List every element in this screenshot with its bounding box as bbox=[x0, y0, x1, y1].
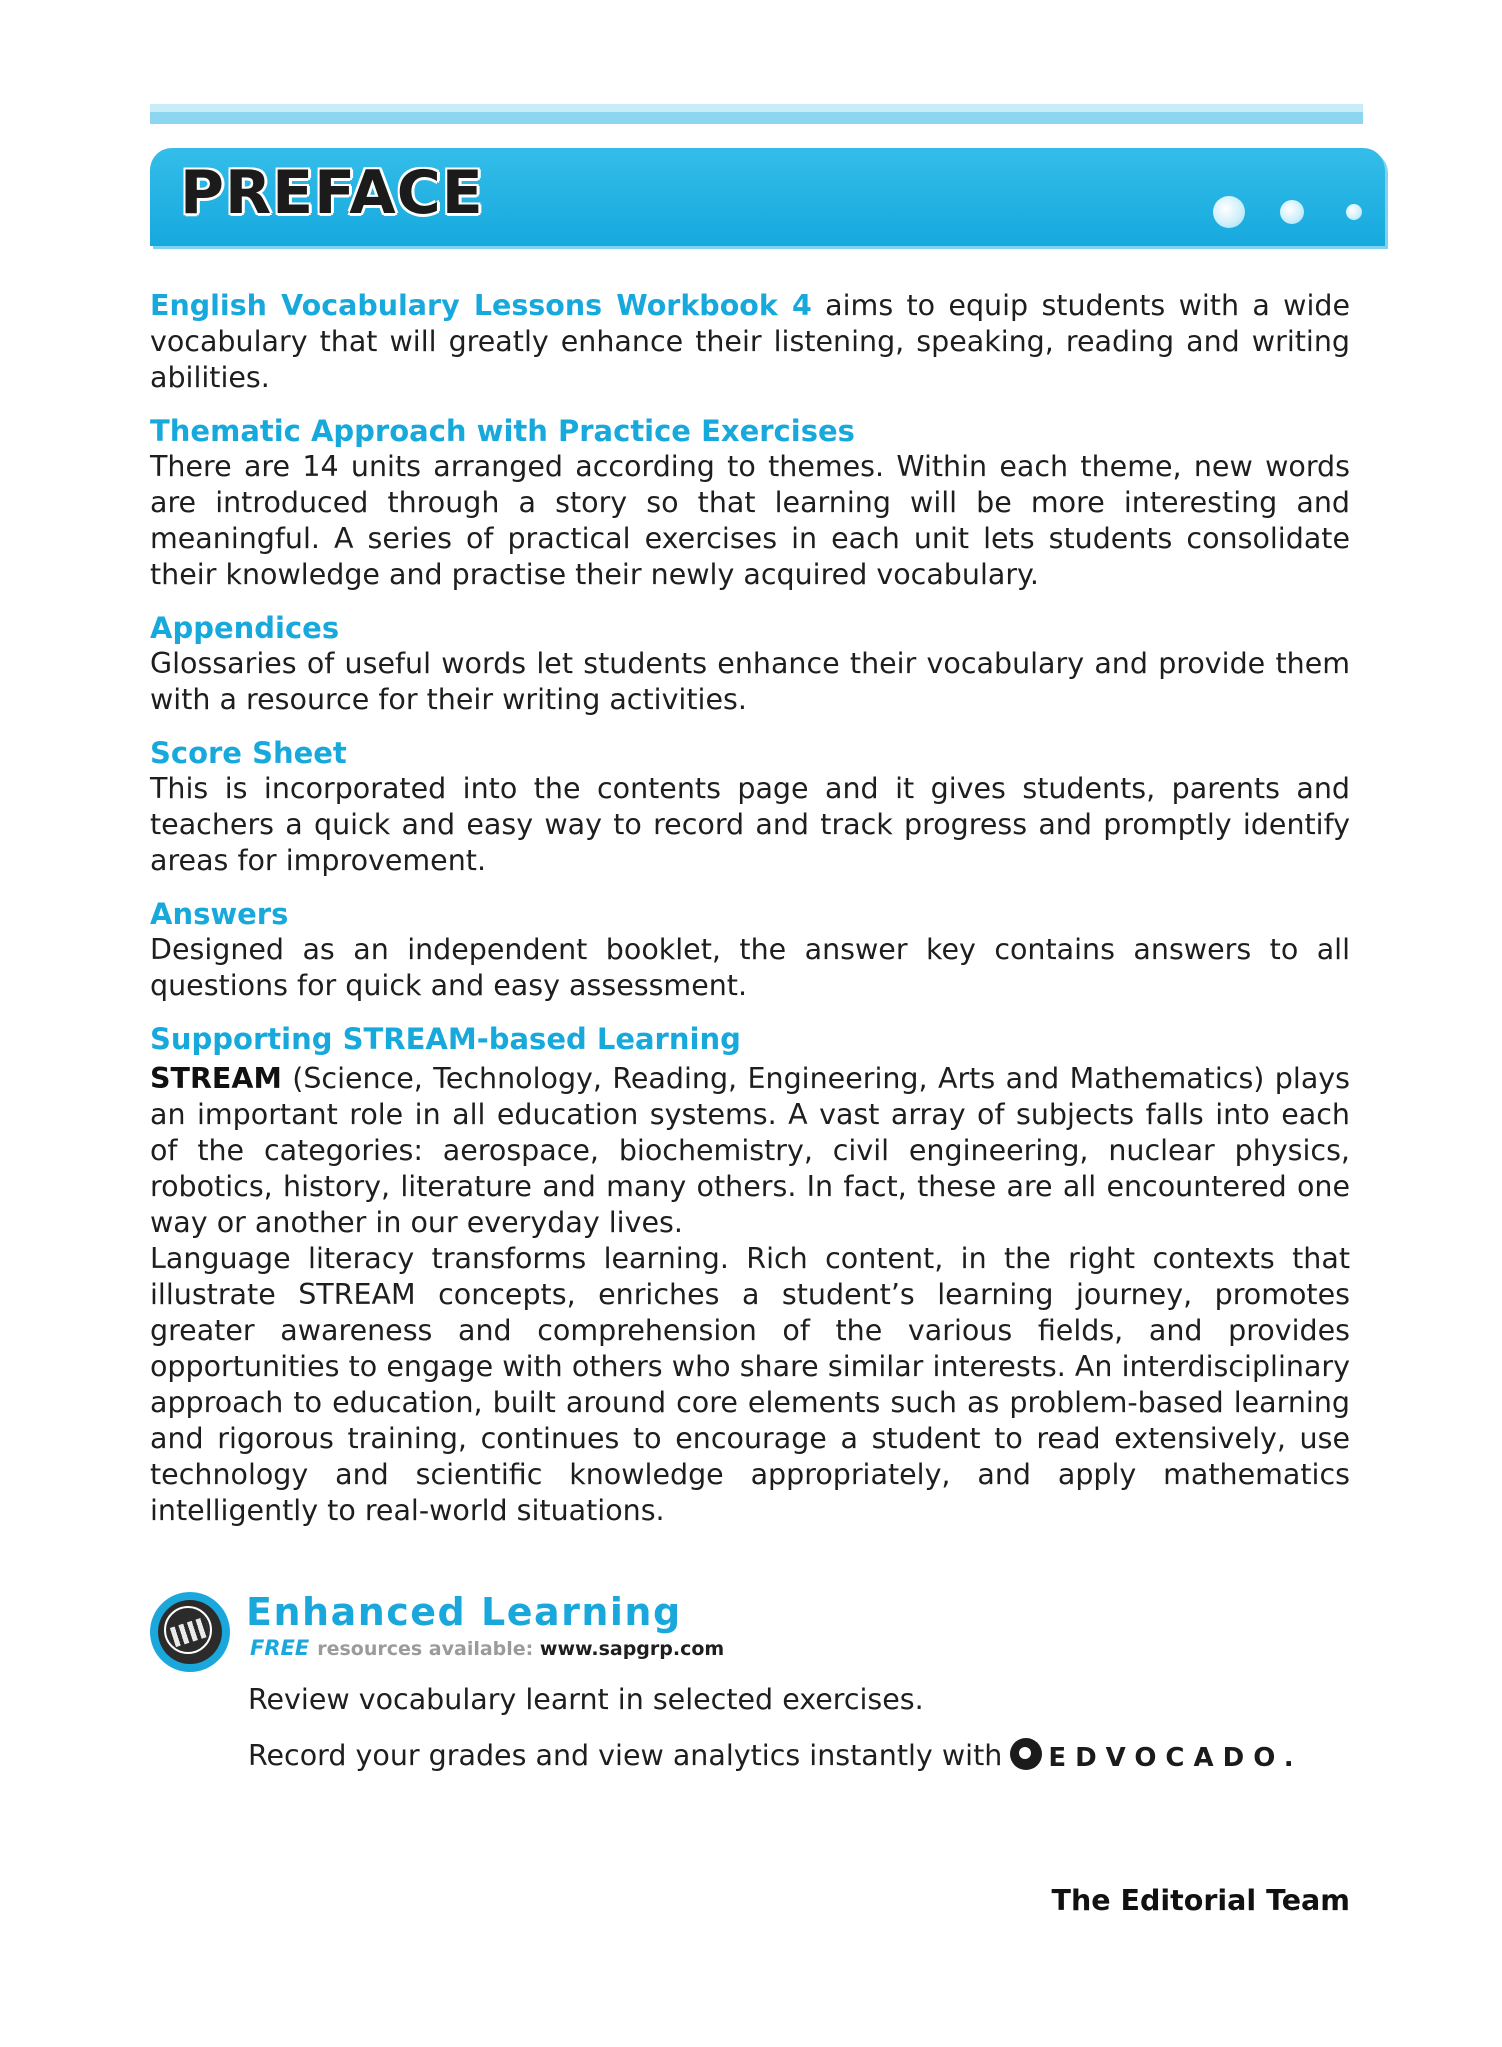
resources-link[interactable]: www.sapgrp.com bbox=[539, 1638, 725, 1660]
edvocado-wordmark: EDVOCADO. bbox=[1048, 1742, 1303, 1773]
enhanced-learning-logo-icon bbox=[150, 1592, 230, 1672]
enhanced-line-record-text: Record your grades and view analytics instantly with bbox=[248, 1739, 1003, 1772]
banner-bubble-icon bbox=[1213, 196, 1245, 228]
stream-paragraph-2: Language literacy transforms learning. Rich content, in the right contexts that illustrate STREAM concepts, enriches a student’s learning journey, promotes greater awareness and comprehension of the various fields, and provides opportunities to engage with others who share similar interests. An interdisciplinary approach to education, built around core elements such as problem-based learning and rigorous training, continues to encourage a student to read extensively, use technology and scientific knowledge appropriately, and apply mathematics intelligently to real-world situations. bbox=[150, 1242, 1350, 1527]
stream-paragraph-1-text: (Science, Technology, Reading, Engineering, Arts and Mathematics) plays an important role in all education systems. A vast array of subjects falls into each of the categories: aerospace, biochemistry, civil engineering, nuclear physics, robotics, history, literature and many others. In fact, these are all encountered one way or another in our everyday lives. bbox=[150, 1062, 1350, 1239]
section-heading-score-sheet: Score Sheet bbox=[150, 736, 347, 770]
enhanced-learning-box bbox=[150, 1592, 1350, 1832]
section-heading-answers: Answers bbox=[150, 897, 289, 931]
edvocado-mark-icon bbox=[1010, 1738, 1042, 1770]
intro-paragraph bbox=[150, 288, 1350, 396]
section-body-score-sheet: This is incorporated into the contents page and it gives students, parents and teachers a quick and easy way to record and track progress and promptly identify areas for improvement. bbox=[150, 772, 1350, 877]
banner-bubble-icon bbox=[1346, 204, 1362, 220]
free-label: FREE bbox=[250, 1636, 310, 1660]
preface-banner bbox=[150, 148, 1385, 246]
intro-text: aims to equip students with a wide vocabulary that will greatly enhance their listening, speaking, reading and writing abilities. bbox=[150, 289, 1350, 394]
book-title: English Vocabulary Lessons Workbook 4 bbox=[150, 289, 812, 322]
section-heading-thematic: Thematic Approach with Practice Exercises bbox=[150, 414, 855, 448]
section-heading-appendices: Appendices bbox=[150, 611, 340, 645]
page-title: PREFACE bbox=[180, 158, 484, 228]
resources-label: resources available: bbox=[317, 1638, 540, 1660]
preface-body bbox=[150, 288, 1350, 1529]
enhanced-learning-title: Enhanced Learning bbox=[246, 1590, 682, 1634]
edvocado-logo bbox=[1010, 1739, 1302, 1776]
editorial-signature: The Editorial Team bbox=[1051, 1884, 1350, 1917]
enhanced-line-record bbox=[248, 1738, 1303, 1776]
section-body-thematic: There are 14 units arranged according to themes. Within each theme, new words are introduced through a story so that learning will be more interesting and meaningful. A series of practical exercises in each unit lets students consolidate their knowledge and practise their newly acquired vocabulary. bbox=[150, 450, 1350, 591]
section-heading-stream: Supporting STREAM-based Learning bbox=[150, 1022, 741, 1056]
top-decorative-rule bbox=[150, 104, 1363, 124]
stream-lead: STREAM bbox=[150, 1062, 282, 1095]
enhanced-line-review: Review vocabulary learnt in selected exercises. bbox=[248, 1683, 924, 1716]
stream-paragraph-1 bbox=[150, 1061, 1350, 1241]
banner-bubble-icon bbox=[1280, 200, 1304, 224]
section-body-appendices: Glossaries of useful words let students enhance their vocabulary and provide them with a resource for their writing activities. bbox=[150, 647, 1350, 716]
free-resources-line bbox=[250, 1636, 724, 1660]
section-body-answers: Designed as an independent booklet, the answer key contains answers to all questions for quick and easy assessment. bbox=[150, 933, 1350, 1002]
